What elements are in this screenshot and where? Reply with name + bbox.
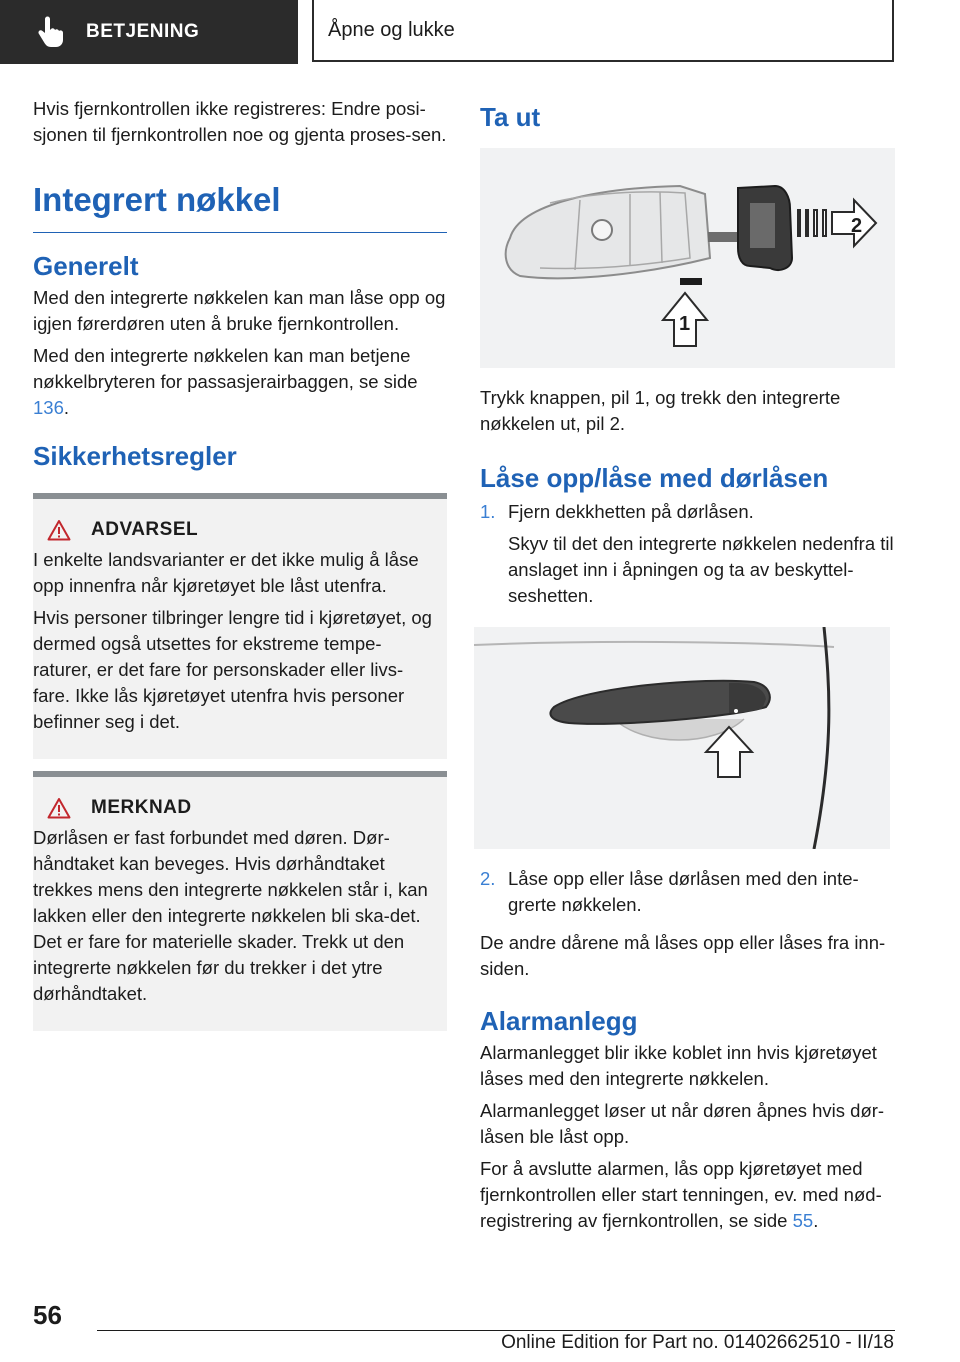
hand-pointer-icon [34, 15, 68, 49]
general-paragraph-1: Med den integrerte nøkkelen kan man låse opp og igjen førerdøren uten å bruke fjernkontrollen. [33, 287, 446, 334]
right-column [480, 96, 895, 1240]
alarm-paragraph-2: Alarmanlegget løser ut når døren åpnes hvis dør-låsen ble låst opp. [480, 1100, 885, 1147]
note-box [33, 771, 447, 1031]
take-out-caption: Trykk knappen, pil 1, og trekk den integrerte nøkkelen ut, pil 2. [480, 387, 841, 434]
footer-edition: Online Edition for Part no. 01402662510 - II/18 [501, 1332, 894, 1353]
chapter-header [312, 0, 894, 62]
lock-heading: Låse opp/låse med dørlåsen [480, 463, 829, 493]
caution-triangle-icon [47, 797, 71, 819]
note-label: MERKNAD [91, 797, 192, 818]
safety-heading: Sikkerhetsregler [33, 441, 237, 471]
section-tab [0, 0, 298, 64]
page-number: 56 [33, 1300, 62, 1330]
general-paragraph-2-end: . [63, 397, 70, 418]
warning-triangle-icon [47, 519, 71, 541]
arrow-2-label: 2 [851, 215, 863, 237]
step-1-number: 1. [480, 501, 496, 522]
list-item-step-1 [480, 499, 895, 615]
chapter-title: Åpne og lukke [328, 18, 455, 41]
left-column [33, 96, 447, 1031]
step-1-text-b: Skyv til det den integrerte nøkkelen nedenfra til anslaget inn i åpningen og ta av beskyttel-seshetten. [508, 533, 894, 606]
key-removal-illustration [480, 148, 895, 368]
page-link-136[interactable]: 136 [33, 397, 64, 418]
general-paragraph-2-text: Med den integrerte nøkkelen kan man betjene nøkkelbryteren for passasjerairbaggen, se side [33, 345, 418, 392]
alarm-paragraph-1: Alarmanlegget blir ikke koblet inn hvis kjøretøyet låses med den integrerte nøkkelen. [480, 1042, 877, 1089]
alarm-paragraph-3-end: . [813, 1210, 819, 1231]
warning-paragraph-1: I enkelte landsvarianter er det ikke mulig å låse opp innenfra når kjøretøyet ble låst utenfra. [33, 549, 419, 596]
page-link-55[interactable]: 55 [792, 1210, 814, 1231]
general-heading: Generelt [33, 251, 139, 281]
warning-paragraph-2: Hvis personer tilbringer lengre tid i kjøretøyet, og dermed også utsettes for ekstreme tempe-raturer, er det fare for personskader eller livs-fare. Ikke lås kjøretøyet utenfra hvis personer befinner seg i det. [33, 607, 432, 732]
intro-paragraph: Hvis fjernkontrollen ikke registreres: Endre posi-sjonen til fjernkontrollen noe og gjenta proses-sen. [33, 98, 447, 145]
warning-label: ADVARSEL [91, 519, 199, 540]
take-out-heading: Ta ut [480, 102, 541, 132]
general-paragraph-2 [33, 343, 447, 421]
warning-box [33, 493, 447, 759]
alarm-heading: Alarmanlegg [480, 1006, 638, 1036]
lock-after-paragraph: De andre dårene må låses opp eller låses fra inn-siden. [480, 932, 886, 979]
alarm-paragraph-3 [480, 1156, 895, 1234]
step-1-text-a: Fjern dekkhetten på dørlåsen. [508, 501, 754, 522]
section-title: BETJENING [86, 21, 200, 42]
note-paragraph: Dørlåsen er fast forbundet med døren. Dør-håndtaket kan beveges. Hvis dørhåndtaket trekkes mens den integrerte nøkkelen står i, kan lakken eller den integrerte nøkkelen bli ska-det. Det er fare for materielle skader. Trekk ut den integrerte nøkkelen før du trekker i det ytre dørhåndtaket. [33, 827, 428, 1004]
arrow-1-label: 1 [679, 313, 691, 335]
list-item-step-2 [480, 866, 895, 924]
footer-divider [97, 1330, 895, 1331]
integrated-key-heading: Integrert nøkkel [33, 180, 447, 233]
alarm-paragraph-3-text: For å avslutte alarmen, lås opp kjøretøyet med fjernkontrollen eller start tenningen, ev. med nød-registrering av fjernkontrollen, se side [480, 1158, 882, 1231]
door-lock-illustration [474, 627, 890, 849]
step-2-text: Låse opp eller låse dørlåsen med den inte-grerte nøkkelen. [508, 868, 859, 915]
step-2-number: 2. [480, 868, 496, 889]
